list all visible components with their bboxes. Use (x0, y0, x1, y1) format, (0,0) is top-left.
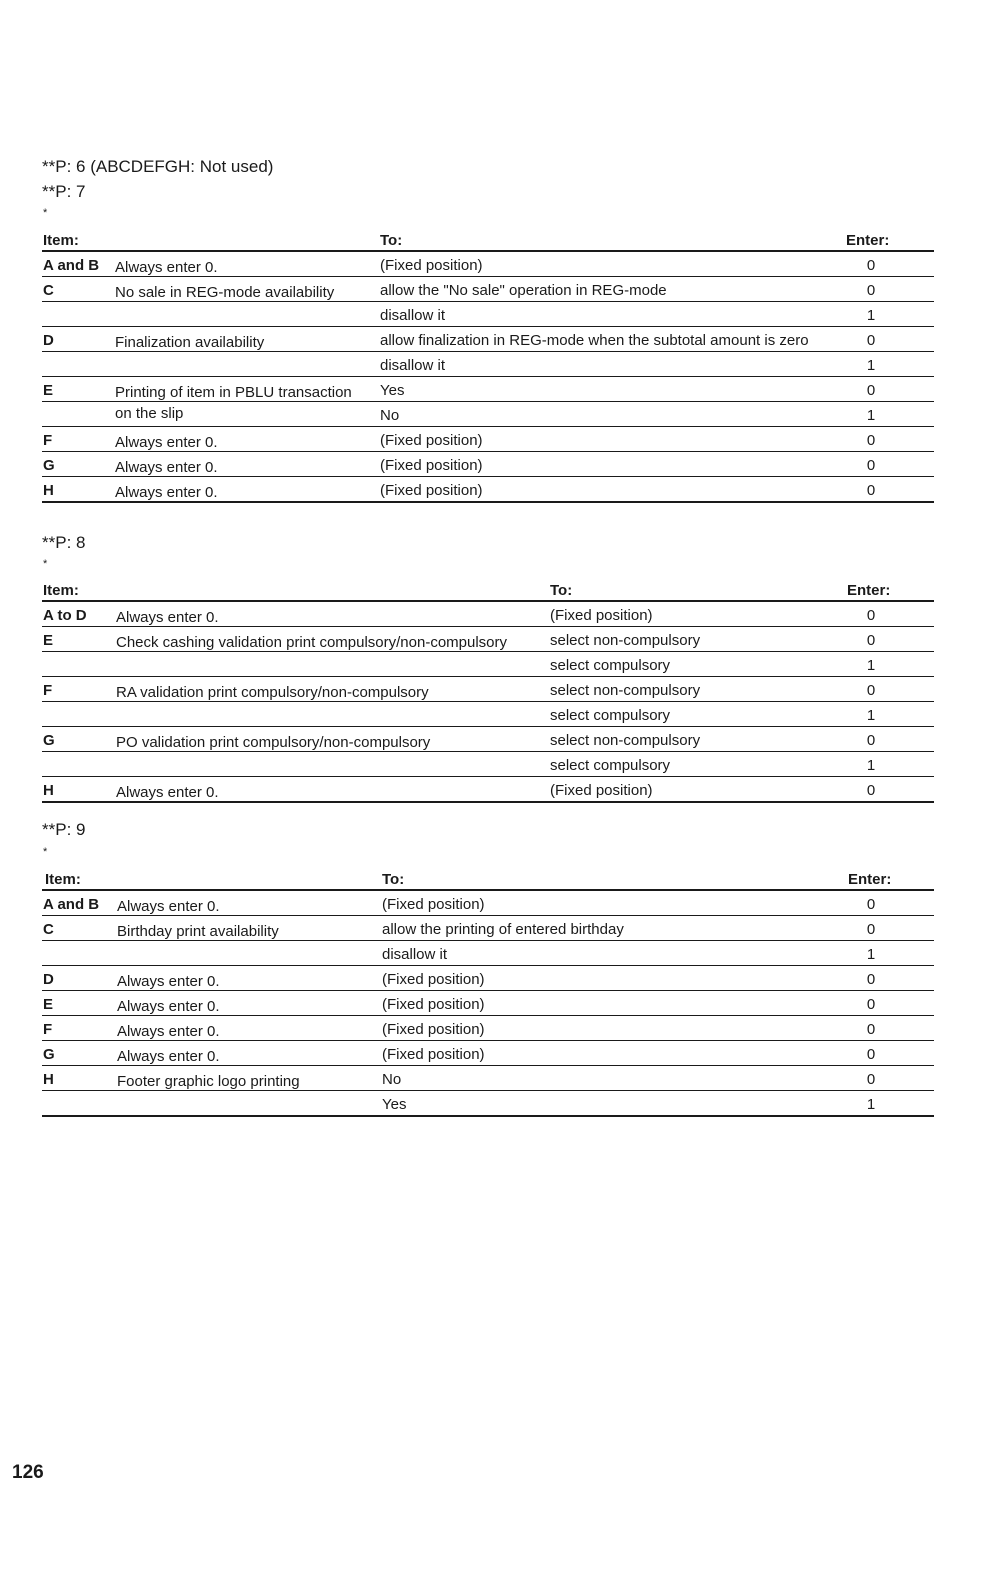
option-to: select non-compulsory (550, 732, 701, 749)
header-item: Item: (43, 582, 79, 599)
p8-header-row (42, 580, 934, 602)
option-to: select compulsory (550, 757, 671, 774)
item-label: G (43, 457, 55, 474)
header-enter: Enter: (848, 871, 892, 888)
table-row (42, 891, 934, 916)
header-item: Item: (45, 871, 81, 888)
option-enter-value: 0 (866, 332, 876, 349)
item-label: D (43, 332, 54, 349)
header-enter: Enter: (846, 232, 890, 249)
option-to: (Fixed position) (380, 482, 483, 499)
option-row (42, 602, 934, 626)
item-description: No sale in REG-mode availability (115, 284, 335, 301)
item-description: Always enter 0. (117, 898, 220, 915)
option-enter-value: 1 (866, 946, 876, 963)
p7-header-row (42, 230, 934, 252)
option-to: select non-compulsory (550, 682, 701, 699)
option-row (42, 427, 934, 451)
option-to: (Fixed position) (382, 1021, 485, 1038)
table-row (42, 677, 934, 727)
header-item: Item: (43, 232, 79, 249)
option-enter-value: 0 (866, 682, 876, 699)
item-description: RA validation print compulsory/non-compulsory (116, 684, 429, 701)
item-label: C (43, 282, 54, 299)
option-row (42, 277, 934, 301)
item-description: Always enter 0. (117, 973, 220, 990)
item-label: E (43, 382, 54, 399)
option-to: Yes (380, 382, 405, 399)
table-row (42, 916, 934, 966)
item-label: A and B (43, 257, 100, 274)
item-label: E (43, 632, 54, 649)
header-to: To: (382, 871, 405, 888)
option-row (42, 677, 934, 701)
option-to: (Fixed position) (380, 257, 483, 274)
item-description: Always enter 0. (115, 484, 218, 501)
p7-star: * (43, 207, 48, 219)
option-enter-value: 1 (866, 1096, 876, 1113)
option-enter-value: 1 (866, 307, 876, 324)
table-row (42, 477, 934, 503)
table-row (42, 777, 934, 803)
option-enter-value: 0 (866, 457, 876, 474)
option-row (42, 401, 934, 426)
item-label: E (43, 996, 54, 1013)
option-row (42, 377, 934, 401)
p7-heading: **P: 7 (42, 182, 86, 201)
option-enter-value: 0 (866, 432, 876, 449)
item-label: A and B (43, 896, 100, 913)
option-enter-value: 0 (866, 1021, 876, 1038)
option-row (42, 916, 934, 940)
p9-table (42, 869, 934, 1117)
option-row (42, 940, 934, 965)
option-enter-value: 0 (866, 782, 876, 799)
option-enter-value: 0 (866, 1071, 876, 1088)
option-to: select compulsory (550, 707, 671, 724)
item-label: F (43, 432, 53, 449)
item-description: Always enter 0. (115, 434, 218, 451)
item-description: Always enter 0. (117, 1048, 220, 1065)
option-enter-value: 0 (866, 257, 876, 274)
item-label: H (43, 782, 54, 799)
option-to: (Fixed position) (382, 996, 485, 1013)
item-description: Always enter 0. (116, 784, 219, 801)
option-enter-value: 0 (866, 996, 876, 1013)
item-label: G (43, 732, 55, 749)
table-row (42, 627, 934, 677)
item-label: H (43, 482, 54, 499)
option-to: (Fixed position) (380, 432, 483, 449)
p7-table (42, 230, 934, 503)
option-row (42, 1041, 934, 1065)
option-row (42, 966, 934, 990)
p7-rows (42, 252, 934, 503)
option-row (42, 751, 934, 776)
option-enter-value: 0 (866, 282, 876, 299)
p8-table (42, 580, 934, 803)
table-row (42, 377, 934, 427)
option-row (42, 1016, 934, 1040)
option-enter-value: 0 (866, 482, 876, 499)
item-description: Always enter 0. (116, 609, 219, 626)
option-row (42, 1066, 934, 1090)
option-row (42, 252, 934, 276)
item-description: Always enter 0. (117, 998, 220, 1015)
option-to: allow finalization in REG-mode when the subtotal amount is zero (380, 332, 809, 349)
option-to: (Fixed position) (550, 782, 653, 799)
option-to: allow the printing of entered birthday (382, 921, 624, 938)
option-row (42, 301, 934, 326)
option-to: select non-compulsory (550, 632, 701, 649)
table-row (42, 277, 934, 327)
item-label: F (43, 682, 53, 699)
option-to: select compulsory (550, 657, 671, 674)
option-to: (Fixed position) (380, 457, 483, 474)
p8-heading: **P: 8 (42, 533, 86, 552)
option-row (42, 452, 934, 476)
item-label: G (43, 1046, 55, 1063)
option-to: (Fixed position) (382, 1046, 485, 1063)
option-enter-value: 0 (866, 382, 876, 399)
option-to: disallow it (380, 357, 446, 374)
option-enter-value: 0 (866, 921, 876, 938)
option-enter-value: 0 (866, 1046, 876, 1063)
table-row (42, 1016, 934, 1041)
header-to: To: (550, 582, 573, 599)
item-description: Footer graphic logo printing (117, 1073, 300, 1090)
item-description: Always enter 0. (117, 1023, 220, 1040)
option-to: disallow it (380, 307, 446, 324)
table-row (42, 252, 934, 277)
option-enter-value: 0 (866, 732, 876, 749)
option-row (42, 727, 934, 751)
item-label: A to D (43, 607, 87, 624)
item-description: Finalization availability (115, 334, 265, 351)
page-number: 126 (12, 1462, 44, 1483)
option-row (42, 777, 934, 801)
option-enter-value: 1 (866, 407, 876, 424)
item-description: Check cashing validation print compulsory/non-compulsory (116, 634, 508, 651)
option-enter-value: 0 (866, 896, 876, 913)
p9-heading: **P: 9 (42, 820, 86, 839)
option-row (42, 651, 934, 676)
item-label: D (43, 971, 54, 988)
item-label: F (43, 1021, 53, 1038)
item-description: Always enter 0. (115, 259, 218, 276)
option-to: allow the "No sale" operation in REG-mode (380, 282, 667, 299)
option-enter-value: 0 (866, 971, 876, 988)
option-row (42, 351, 934, 376)
option-enter-value: 0 (866, 607, 876, 624)
option-row (42, 477, 934, 501)
option-to: Yes (382, 1096, 407, 1113)
option-row (42, 701, 934, 726)
table-row (42, 452, 934, 477)
table-row (42, 1066, 934, 1117)
option-to: No (382, 1071, 402, 1088)
p6-heading: **P: 6 (ABCDEFGH: Not used) (42, 157, 274, 176)
p9-star: * (43, 846, 48, 858)
option-enter-value: 1 (866, 657, 876, 674)
option-to: (Fixed position) (382, 896, 485, 913)
item-label: H (43, 1071, 54, 1088)
option-enter-value: 1 (866, 357, 876, 374)
option-row (42, 627, 934, 651)
item-label: C (43, 921, 54, 938)
p8-rows (42, 602, 934, 803)
option-to: (Fixed position) (382, 971, 485, 988)
p8-star: * (43, 558, 48, 570)
option-enter-value: 0 (866, 632, 876, 649)
option-to: No (380, 407, 400, 424)
table-row (42, 991, 934, 1016)
option-row (42, 891, 934, 915)
option-row (42, 991, 934, 1015)
option-enter-value: 1 (866, 707, 876, 724)
p9-rows (42, 891, 934, 1117)
option-enter-value: 1 (866, 757, 876, 774)
table-row (42, 727, 934, 777)
table-row (42, 602, 934, 627)
header-enter: Enter: (847, 582, 891, 599)
table-row (42, 427, 934, 452)
table-row (42, 1041, 934, 1066)
table-row (42, 327, 934, 377)
item-description: PO validation print compulsory/non-compulsory (116, 734, 431, 751)
option-to: disallow it (382, 946, 448, 963)
option-to: (Fixed position) (550, 607, 653, 624)
item-description: Printing of item in PBLU transaction on the slip (115, 384, 352, 422)
option-row (42, 327, 934, 351)
item-description: Always enter 0. (115, 459, 218, 476)
table-row (42, 966, 934, 991)
header-to: To: (380, 232, 403, 249)
p9-header-row (42, 869, 934, 891)
option-row (42, 1090, 934, 1115)
item-description: Birthday print availability (117, 923, 279, 940)
